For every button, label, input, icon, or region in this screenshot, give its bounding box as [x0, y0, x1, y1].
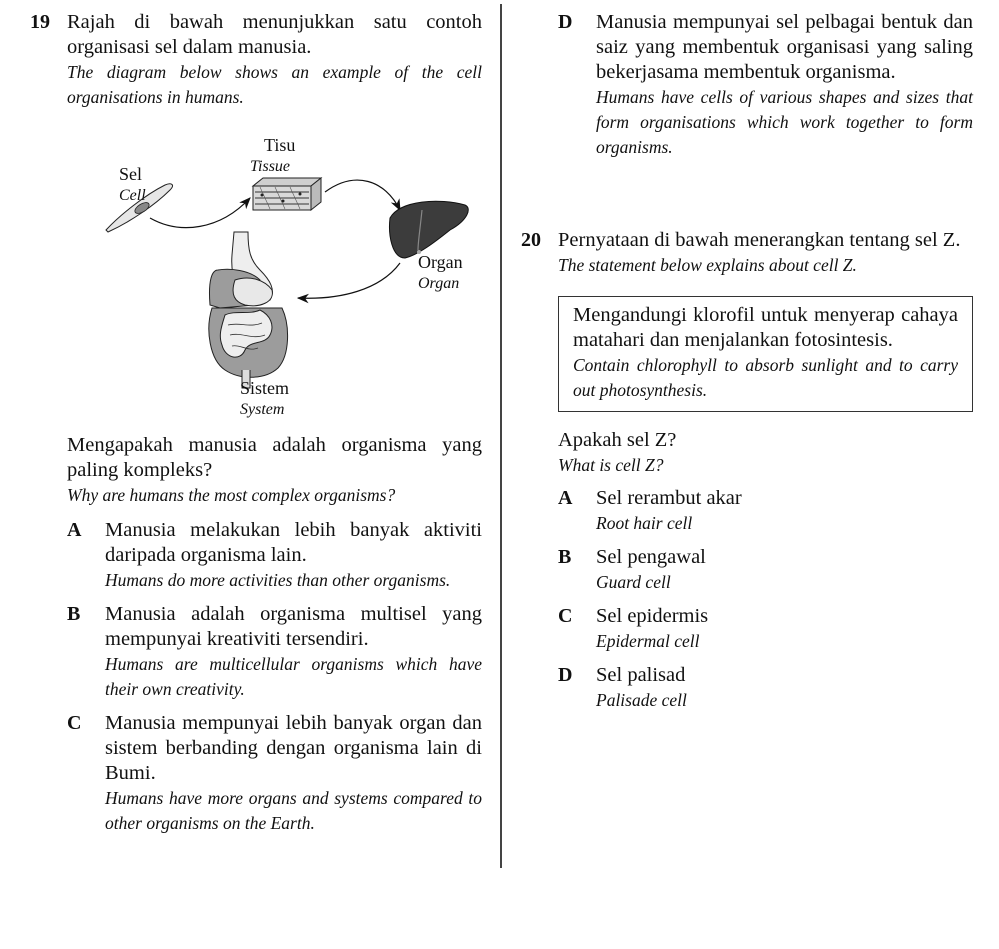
question-number: 20	[521, 229, 541, 251]
option-letter: A	[558, 487, 573, 509]
option-text-en: Guard cell	[596, 572, 671, 592]
liver-icon	[390, 201, 469, 258]
option-text-ms: Sel pengawal	[596, 546, 706, 568]
option-d[interactable]	[558, 663, 973, 713]
statement-box	[558, 296, 973, 412]
label-organ: Organ Organ	[418, 252, 463, 292]
option-text-en: Palisade cell	[596, 690, 687, 710]
question-stem-en: The diagram below shows an example of the cell organisations in humans.	[67, 62, 482, 107]
question-stem-ms: Rajah di bawah menunjukkan satu contoh organisasi sel dalam manusia.	[67, 11, 482, 58]
option-b[interactable]	[558, 545, 973, 595]
option-c[interactable]	[67, 711, 482, 836]
option-text-ms: Manusia adalah organisma multisel yang mempunyai kreativiti tersendiri.	[105, 603, 482, 650]
question-prompt-en: What is cell Z?	[558, 455, 664, 475]
option-text-en: Humans have cells of various shapes and sizes that form organisations which work together to form organisms.	[596, 87, 973, 157]
option-text-ms: Manusia mempunyai lebih banyak organ dan sistem berbanding dengan organisma lain di Bumi.	[105, 712, 482, 784]
option-text-ms: Sel rerambut akar	[596, 487, 742, 509]
option-c[interactable]	[558, 604, 973, 654]
option-letter: D	[558, 664, 573, 686]
option-text-en: Epidermal cell	[596, 631, 700, 651]
question-prompt-en: Why are humans the most complex organisms?	[67, 485, 396, 505]
option-letter: A	[67, 519, 82, 541]
option-letter: D	[558, 11, 573, 33]
option-text-ms: Manusia melakukan lebih banyak aktiviti daripada organisma lain.	[105, 519, 482, 566]
column-divider	[500, 4, 502, 868]
option-letter: B	[558, 546, 572, 568]
question-prompt-ms: Mengapakah manusia adalah organisma yang paling kompleks?	[67, 434, 482, 481]
option-letter: C	[67, 712, 82, 734]
option-text-ms: Sel palisad	[596, 664, 686, 686]
question-stem-en: The statement below explains about cell Z.	[558, 255, 857, 275]
statement-text-ms: Mengandungi klorofil untuk menyerap cahaya matahari dan menjalankan fotosintesis.	[573, 304, 958, 351]
label-system: Sistem System	[240, 378, 290, 418]
option-a[interactable]	[67, 518, 482, 593]
option-letter: B	[67, 603, 81, 625]
option-text-ms: Manusia mempunyai sel pelbagai bentuk dan saiz yang membentuk organisasi yang saling bekerjasama membentuk organisma.	[596, 11, 973, 83]
option-text-en: Humans do more activities than other organisms.	[105, 570, 451, 590]
tissue-icon	[253, 178, 321, 210]
option-text-en: Humans are multicellular organisms which have their own creativity.	[105, 654, 482, 699]
question-stem-ms: Pernyataan di bawah menerangkan tentang sel Z.	[558, 229, 961, 251]
option-letter: C	[558, 605, 573, 627]
label-tissue: Tisu Tissue	[250, 135, 296, 175]
cell-organisation-diagram	[100, 130, 480, 430]
question-number: 19	[30, 11, 50, 33]
statement-text-en: Contain chlorophyll to absorb sunlight and to carry out photosynthesis.	[573, 355, 958, 400]
option-text-en: Humans have more organs and systems compared to other organisms on the Earth.	[105, 788, 482, 833]
label-cell: Sel Cell	[119, 164, 146, 204]
option-d[interactable]	[558, 10, 973, 160]
digestive-system-icon	[209, 232, 288, 388]
option-a[interactable]	[558, 486, 973, 536]
option-text-ms: Sel epidermis	[596, 605, 709, 627]
question-prompt-ms: Apakah sel Z?	[558, 429, 677, 451]
option-text-en: Root hair cell	[596, 513, 693, 533]
option-b[interactable]	[67, 602, 482, 702]
